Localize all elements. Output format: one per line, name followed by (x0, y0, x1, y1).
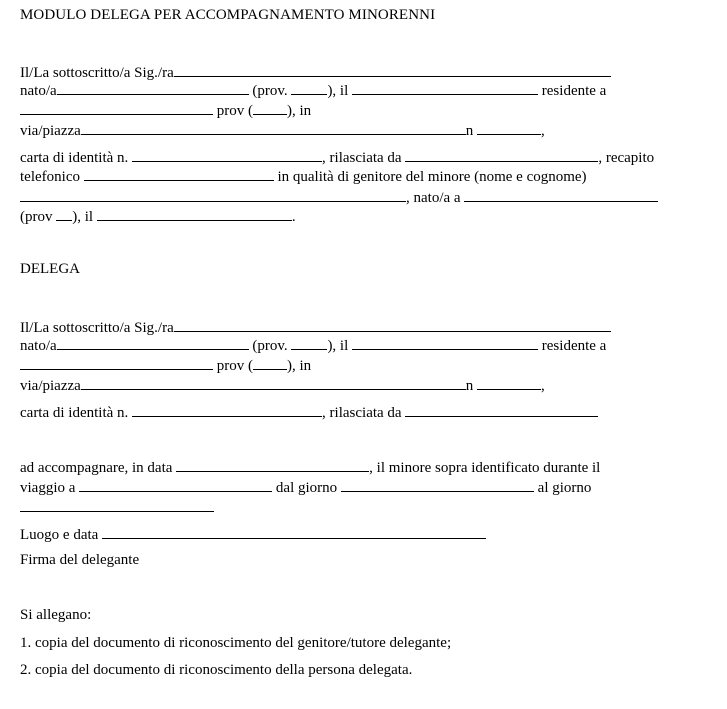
s1-il-label: ), il (327, 83, 349, 99)
s2-il-label: ), il (327, 338, 349, 354)
s2-street-field[interactable] (81, 375, 466, 390)
s1-line-residence (20, 100, 311, 118)
s2-prov2-label: prov ( (216, 358, 253, 374)
s1-minor-name-field[interactable] (20, 187, 406, 202)
s1-minor-prov-label: (prov (20, 209, 53, 225)
s1-period: . (291, 209, 296, 225)
s2-comma: , (541, 378, 545, 394)
s1-line-street (20, 120, 545, 138)
s1-phone-label: telefonico (20, 169, 80, 185)
s1-minor-birthdate-field[interactable] (97, 206, 292, 221)
s2-born-label: nato/a (20, 338, 57, 354)
s1-comma: , (541, 123, 545, 139)
s3-to-date-field[interactable] (20, 497, 214, 512)
s2-n-label: n (465, 378, 474, 394)
s1-residence-prov-field[interactable] (253, 100, 287, 115)
s1-line-phone (20, 166, 587, 184)
s3-destination-field[interactable] (79, 477, 272, 492)
s1-number-field[interactable] (477, 120, 541, 135)
s3-accompany-label: ad accompagnare, in data (20, 460, 173, 476)
delega-heading: DELEGA (20, 261, 80, 277)
s1-prov-label: (prov. (252, 83, 288, 99)
s3-trip-label: viaggio a (20, 480, 76, 496)
s2-line-name (20, 317, 611, 335)
s1-phone-field[interactable] (84, 166, 274, 181)
s1-id-label: carta di identità n. (20, 150, 129, 166)
s2-line-id (20, 402, 598, 420)
s2-prov-label: (prov. (252, 338, 288, 354)
allegato-item-1: 1. copia del documento di riconoscimento del genitore/tutore delegante; (20, 635, 452, 651)
s1-name-field[interactable] (174, 62, 611, 77)
s1-birthplace-field[interactable] (57, 80, 249, 95)
firma-label: Firma del delegante (20, 552, 140, 568)
s1-line-minor-prov (20, 206, 296, 224)
s1-issued-label: , rilasciata da (322, 150, 402, 166)
s1-in-label: ), in (287, 103, 312, 119)
s2-line-street (20, 375, 545, 393)
s2-issued-by-field[interactable] (405, 402, 598, 417)
s1-line-minor (20, 187, 658, 205)
s3-from-date-field[interactable] (341, 477, 534, 492)
s2-issued-label: , rilasciata da (322, 405, 402, 421)
s2-residence-field[interactable] (20, 355, 213, 370)
s1-name-label: Il/La sottoscritto/a Sig./ra (20, 65, 174, 81)
s2-in-label: ), in (287, 358, 312, 374)
s1-street-field[interactable] (81, 120, 466, 135)
s1-parent-label: in qualità di genitore del minore (nome e cognome) (277, 169, 587, 185)
s2-birthplace-field[interactable] (57, 335, 249, 350)
s1-line-name (20, 62, 611, 80)
s2-line-residence (20, 355, 311, 373)
s2-id-label: carta di identità n. (20, 405, 129, 421)
s1-line-birth (20, 80, 606, 98)
s1-birthdate-field[interactable] (352, 80, 538, 95)
s2-id-number-field[interactable] (132, 402, 322, 417)
s1-minor-prov-field[interactable] (56, 206, 72, 221)
s1-line-id (20, 147, 654, 165)
s1-residence-field[interactable] (20, 100, 213, 115)
form-title: MODULO DELEGA PER ACCOMPAGNAMENTO MINORENNI (20, 7, 436, 23)
s1-id-number-field[interactable] (132, 147, 322, 162)
s2-via-label: via/piazza (20, 378, 81, 394)
s2-name-label: Il/La sottoscritto/a Sig./ra (20, 320, 174, 336)
s1-n-label: n (465, 123, 474, 139)
s1-minor-born-label: , nato/a a (406, 190, 461, 206)
s1-via-label: via/piazza (20, 123, 81, 139)
s3-line-trip (20, 477, 591, 495)
s2-number-field[interactable] (477, 375, 541, 390)
s2-line-birth (20, 335, 606, 353)
s3-minor-label: , il minore sopra identificato durante il (369, 460, 601, 476)
s2-residence-prov-field[interactable] (253, 355, 287, 370)
s1-born-label: nato/a (20, 83, 57, 99)
s3-date-field[interactable] (176, 457, 369, 472)
s1-issued-by-field[interactable] (405, 147, 598, 162)
luogo-label: Luogo e data (20, 527, 99, 543)
s2-name-field[interactable] (174, 317, 611, 332)
allegato-item-2: 2. copia del documento di riconoscimento della persona delegata. (20, 662, 413, 678)
luogo-line (20, 524, 486, 542)
s3-from-label: dal giorno (275, 480, 338, 496)
s1-minor-birthplace-field[interactable] (464, 187, 658, 202)
s1-birth-prov-field[interactable] (291, 80, 327, 95)
s1-prov2-label: prov ( (216, 103, 253, 119)
s1-recapito-label: , recapito (598, 150, 655, 166)
s2-residente-label: residente a (541, 338, 607, 354)
s3-line-date (20, 457, 600, 475)
allegati-heading: Si allegano: (20, 607, 92, 623)
s2-birth-prov-field[interactable] (291, 335, 327, 350)
luogo-field[interactable] (102, 524, 486, 539)
s3-to-label: al giorno (537, 480, 592, 496)
s1-minor-il-label: ), il (72, 209, 94, 225)
s3-line-to-date (20, 497, 214, 515)
s1-residente-label: residente a (541, 83, 607, 99)
s2-birthdate-field[interactable] (352, 335, 538, 350)
